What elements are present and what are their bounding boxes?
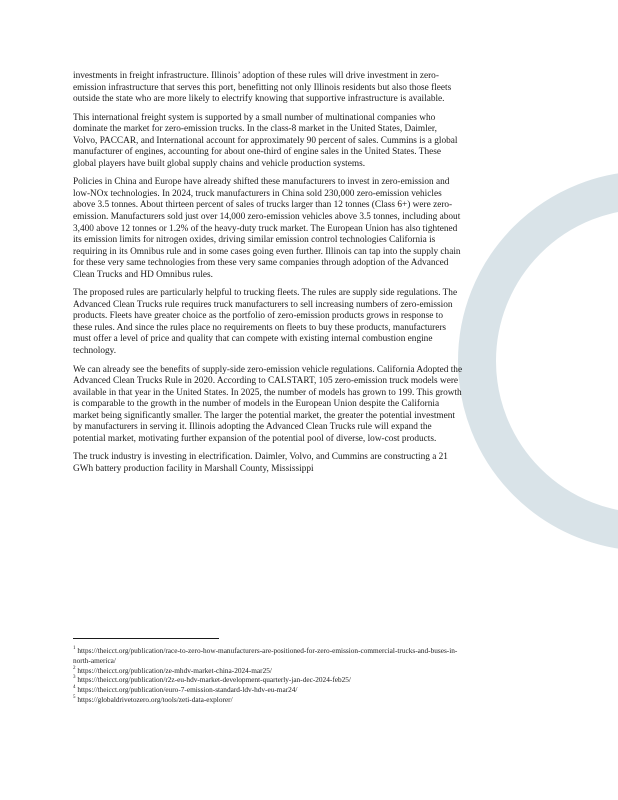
footnote-2[interactable]: $^2$ https://theicct.org/publication/ze-mhdv-market-china-2024-mar25/ [73, 665, 272, 675]
paragraph-infrastructure: investments in freight infrastructure. Illinois’ adoption of these rules will drive investment in zero-emission infrastructure that serves this port, benefitting not only Illinois residents but also those fleets outside the state who are more likely to electrify knowing that supportive infrastructure is available. [73, 71, 452, 105]
decorative-arc [458, 171, 618, 551]
footnote-5[interactable]: $^5$ https://globaldrivetozero.org/tools/zeti-data-explorer/ [73, 694, 233, 704]
paragraph-benefits: We can already see the benefits of supply-side zero-emission vehicle regulations. California Adopted the Advanced Clean Trucks Rule in 2020. According to CALSTART, 105 zero-emission truck models were available in that year in the United States. In 2025, the number of models has grown to 199. This growth is comparable to the growth in the number of models in the European Union despite the California market being significantly smaller. The larger the potential market, the greater the potential investment by manufacturers in serving it. Illinois adopting the Advanced Clean Trucks rule will expand the potential market, motivating further expansion of the potential pool of diverse, low-cost products. [73, 364, 463, 444]
footnote-3[interactable]: $^3$ https://theicct.org/publication/r2z-eu-hdv-market-development-quarterly-jan-dec-2024-feb25/ [73, 675, 351, 685]
paragraph-manufacturers: This international freight system is supported by a small number of multinational companies who dominate the market for zero-emission trucks. In the class-8 market in the United States, Daimler, Volvo, PACCAR, and International account for approximately 90 percent of sales. Cummins is a global manufacturer of engines, accounting for about one-third of engine sales in the United States. These global players have built global supply chains and vehicle production systems. [73, 112, 458, 169]
paragraph-china-europe: Policies in China and Europe have already shifted these manufacturers to invest in zero-emission and low-NOx technologies. In 2024, truck manufacturers in China sold 230,000 zero-emission vehicles above 3.5 tonnes. About thirteen percent of sales of trucks larger than 12 tonnes (Class 6+) were zero-emission. Manufacturers sold just over 14,000 zero-emission vehicles above 3.5 tonnes, including about 3,400 above 12 tonnes or 1.2% of the heavy-duty truck market. The European Union has also tightened its emission limits for nitrogen oxides, driving similar emission control technologies California is requiring in its Omnibus rule and in some cases going even further. Illinois can tap into the supply chain for these very same technologies from these very same companies through adoption of the Advanced Clean Trucks and HD Omnibus rules. [73, 177, 461, 280]
body-text [73, 71, 463, 483]
paragraph-fleets: The proposed rules are particularly helpful to trucking fleets. The rules are supply side regulations. The Advanced Clean Trucks rule requires truck manufacturers to sell increasing numbers of zero-emission products. Fleets have greater choice as the portfolio of zero-emission products grows in response to these rules. And since the rules place no requirements on fleets to buy these products, manufacturers must offer a level of price and quality that can compete with existing internal combustion engine technology. [73, 288, 458, 357]
footnote-separator [73, 638, 219, 639]
footnote-1[interactable]: $^1$ https://theicct.org/publication/race-to-zero-how-manufacturers-are-positioned-for-zero-emission-commercial-trucks-and-buses-in-north-america/ [73, 646, 458, 665]
footnotes [73, 638, 463, 705]
footnote-4[interactable]: $^4$ https://theicct.org/publication/euro-7-emission-standard-ldv-hdv-eu-mar24/ [73, 685, 298, 695]
paragraph-electrification: The truck industry is investing in electrification. Daimler, Volvo, and Cummins are constructing a 21 GWh battery production facility in Marshall County, Mississippi [73, 452, 448, 474]
